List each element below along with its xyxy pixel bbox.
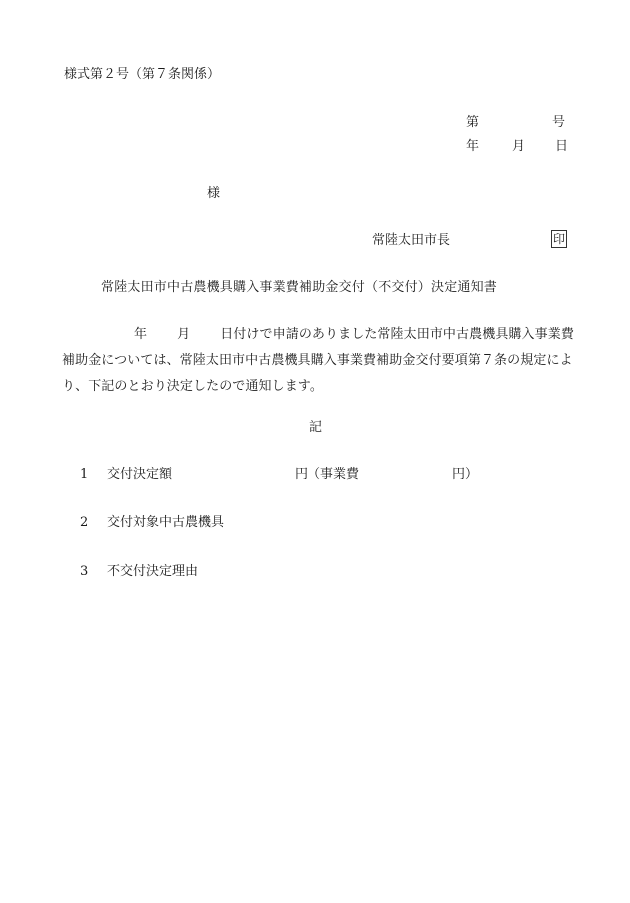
document-title: 常陸太田市中古農機具購入事業費補助金交付（不交付）決定通知書 <box>101 280 498 295</box>
doc-number-prefix: 第 <box>466 115 480 130</box>
issuer-name: 常陸太田市長 <box>372 233 451 248</box>
body-paragraph <box>62 322 582 400</box>
doc-number-suffix: 号 <box>552 115 566 130</box>
form-number: 様式第２号（第７条関係） <box>64 67 221 82</box>
item-number: 1 <box>80 467 89 482</box>
body-text: 日付けで申請のありました常陸太田市中古農機具購入事業費補助金については、常陸太田市中古農機具購入事業費補助金交付要項第７条の規定により、下記のとおり決定したので通知します。 <box>62 327 574 394</box>
addressee-honorific: 様 <box>207 186 221 201</box>
item-label-grant-amount: 交付決定額 <box>107 467 173 482</box>
item-label-rejection-reason: 不交付決定理由 <box>107 564 199 579</box>
project-cost-label: （事業費 <box>307 467 360 482</box>
grant-amount-yen-unit: 円 <box>295 467 309 482</box>
ki-heading: 記 <box>309 420 323 435</box>
project-cost-yen-unit: 円） <box>452 467 479 482</box>
date-year-label: 年 <box>466 139 480 154</box>
date-day-label: 日 <box>555 139 569 154</box>
body-year-label: 年 <box>134 327 148 342</box>
body-month-label: 月 <box>177 327 191 342</box>
item-label-target-machinery: 交付対象中古農機具 <box>107 515 225 530</box>
seal-stamp: 印 <box>553 232 566 246</box>
item-number: 2 <box>80 515 89 530</box>
item-number: 3 <box>80 564 89 579</box>
date-month-label: 月 <box>512 139 526 154</box>
